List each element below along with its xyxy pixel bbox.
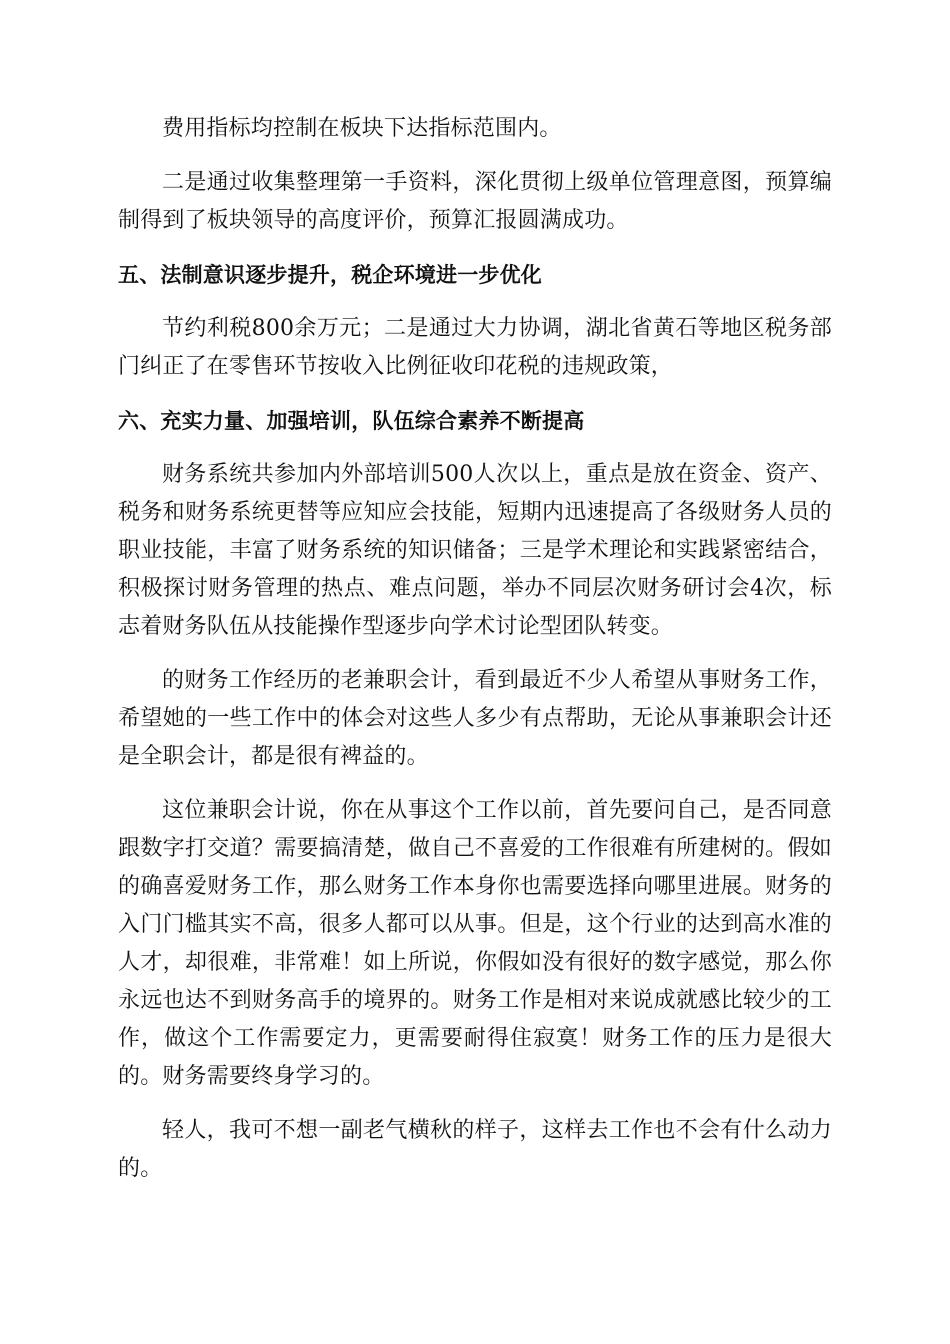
paragraph: 的财务工作经历的老兼职会计，看到最近不少人希望从事财务工作，希望她的一些工作中的体会对这些人多少有点帮助，无论从事兼职会计还是全职会计，都是很有裨益的。: [118, 668, 832, 769]
paragraph: 费用指标均控制在板块下达指标范围内。: [162, 116, 562, 141]
document-page: [118, 110, 832, 1188]
paragraph: 这位兼职会计说，你在从事这个工作以前，首先要问自己，是否同意跟数字打交道？需要搞清楚，做自己不喜爱的工作很难有所建树的。假如的确喜爱财务工作，那么财务工作本身你也需要选择向哪里进展。财务的入门门槛其实不高，很多人都可以从事。但是，这个行业的达到高水准的人才，却很难，非常难！如上所说，你假如没有很好的数字感觉，那么你永远也达不到财务高手的境界的。财务工作是相对来说成就感比较少的工作，做这个工作需要定力，更需要耐得住寂寞！财务工作的压力是很大的。财务需要终身学习的。: [118, 798, 832, 1089]
paragraph: 二是通过收集整理第一手资料，深化贯彻上级单位管理意图，预算编制得到了板块领导的高度评价，预算汇报圆满成功。: [118, 170, 832, 233]
paragraph: 轻人，我可不想一副老气横秋的样子，这样去工作也不会有什么动力的。: [118, 1118, 832, 1181]
section-heading: 五、法制意识逐步提升，税企环境进一步优化: [118, 263, 542, 287]
section-heading: 六、充实力量、加强培训，队伍综合素养不断提高: [118, 409, 585, 433]
paragraph: 节约利税800余万元；二是通过大力协调，湖北省黄石等地区税务部门纠正了在零售环节按收入比例征收印花税的违规政策，: [118, 316, 832, 379]
paragraph: 财务系统共参加内外部培训500人次以上，重点是放在资金、资产、税务和财务系统更替等应知应会技能，短期内迅速提高了各级财务人员的职业技能，丰富了财务系统的知识储备；三是学术理论和实践紧密结合，积极探讨财务管理的热点、难点问题，举办不同层次财务研讨会4次，标志着财务队伍从技能操作型逐步向学术讨论型团队转变。: [118, 462, 832, 639]
